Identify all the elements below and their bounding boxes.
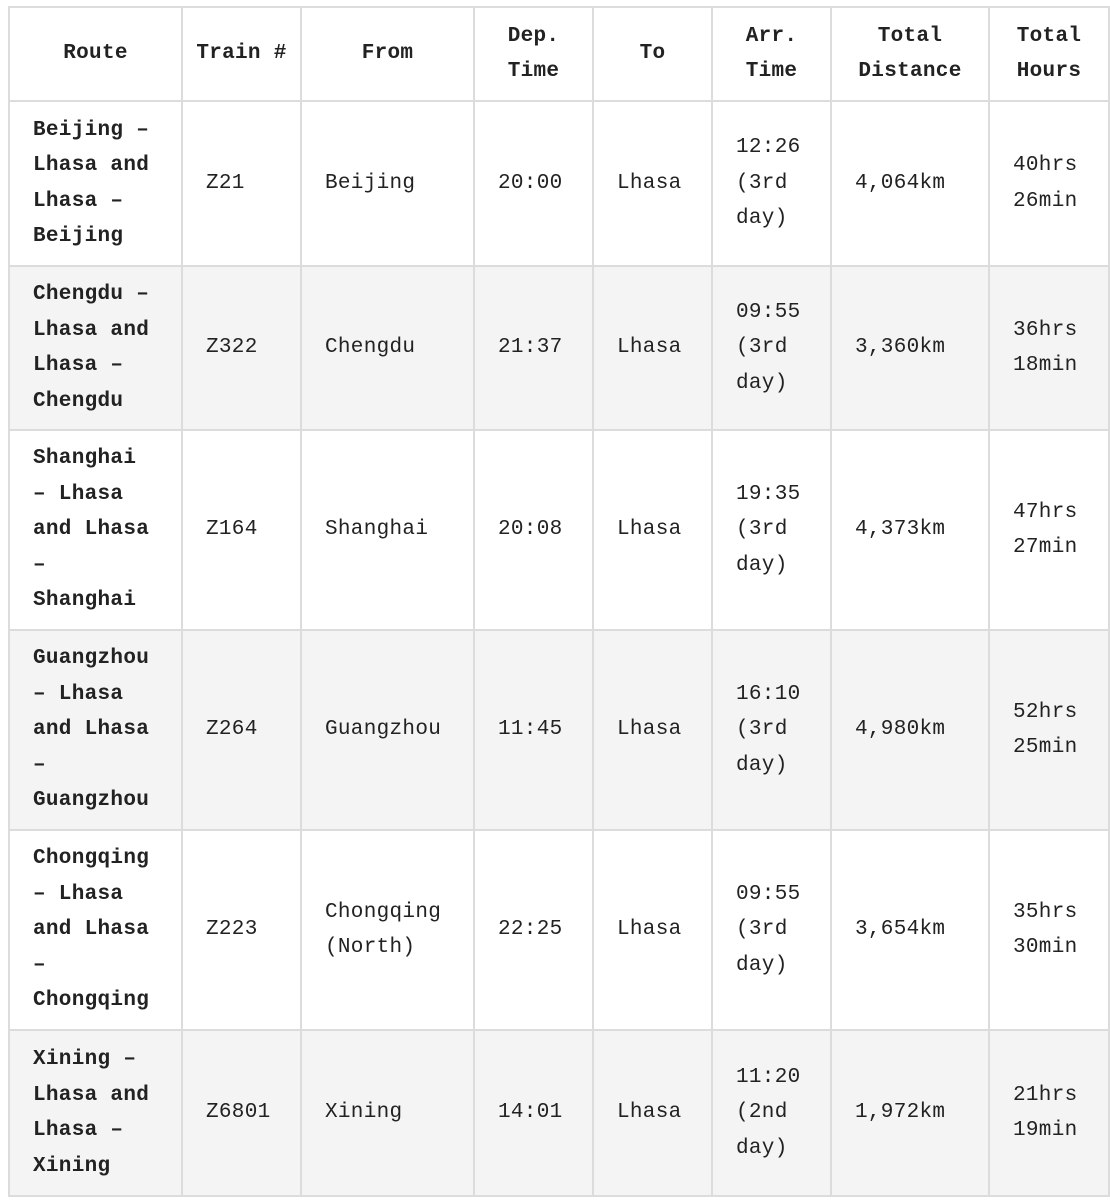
arrival-time-cell: 19:35 (3rd day) xyxy=(712,430,831,630)
total-hours-cell: 35hrs 30min xyxy=(989,830,1109,1030)
column-header-departure-time: Dep. Time xyxy=(474,7,593,101)
route-cell: Beijing – Lhasa and Lhasa – Beijing xyxy=(9,101,182,266)
to-cell: Lhasa xyxy=(593,1030,712,1196)
to-cell: Lhasa xyxy=(593,830,712,1030)
to-cell: Lhasa xyxy=(593,430,712,630)
arrival-time-cell: 09:55 (3rd day) xyxy=(712,830,831,1030)
table-row xyxy=(9,1030,1109,1196)
total-hours-cell: 40hrs 26min xyxy=(989,101,1109,266)
header-row xyxy=(9,7,1109,101)
table-row xyxy=(9,101,1109,266)
table-row xyxy=(9,430,1109,630)
to-cell: Lhasa xyxy=(593,101,712,266)
departure-time-cell: 20:08 xyxy=(474,430,593,630)
column-header-total-hours: Total Hours xyxy=(989,7,1109,101)
route-cell: Chongqing – Lhasa and Lhasa – Chongqing xyxy=(9,830,182,1030)
from-cell: Xining xyxy=(301,1030,474,1196)
train-schedule xyxy=(8,6,1110,1197)
arrival-time-cell: 16:10 (3rd day) xyxy=(712,630,831,830)
column-header-train-number: Train # xyxy=(182,7,301,101)
arrival-time-cell: 11:20 (2nd day) xyxy=(712,1030,831,1196)
arrival-time-cell: 12:26 (3rd day) xyxy=(712,101,831,266)
route-cell: Chengdu – Lhasa and Lhasa – Chengdu xyxy=(9,266,182,430)
column-header-arrival-time: Arr. Time xyxy=(712,7,831,101)
departure-time-cell: 22:25 xyxy=(474,830,593,1030)
from-cell: Beijing xyxy=(301,101,474,266)
train-number-cell: Z6801 xyxy=(182,1030,301,1196)
departure-time-cell: 14:01 xyxy=(474,1030,593,1196)
route-cell: Shanghai – Lhasa and Lhasa – Shanghai xyxy=(9,430,182,630)
from-cell: Guangzhou xyxy=(301,630,474,830)
total-distance-cell: 4,064km xyxy=(831,101,989,266)
total-distance-cell: 3,360km xyxy=(831,266,989,430)
table-row xyxy=(9,266,1109,430)
from-cell: Chengdu xyxy=(301,266,474,430)
total-hours-cell: 21hrs 19min xyxy=(989,1030,1109,1196)
departure-time-cell: 21:37 xyxy=(474,266,593,430)
table-row xyxy=(9,630,1109,830)
route-cell: Guangzhou – Lhasa and Lhasa – Guangzhou xyxy=(9,630,182,830)
table-row xyxy=(9,830,1109,1030)
total-distance-cell: 1,972km xyxy=(831,1030,989,1196)
arrival-time-cell: 09:55 (3rd day) xyxy=(712,266,831,430)
train-number-cell: Z322 xyxy=(182,266,301,430)
train-number-cell: Z223 xyxy=(182,830,301,1030)
column-header-total-distance: Total Distance xyxy=(831,7,989,101)
total-distance-cell: 4,980km xyxy=(831,630,989,830)
total-hours-cell: 36hrs 18min xyxy=(989,266,1109,430)
to-cell: Lhasa xyxy=(593,266,712,430)
train-schedule-table xyxy=(8,6,1110,1197)
to-cell: Lhasa xyxy=(593,630,712,830)
total-distance-cell: 3,654km xyxy=(831,830,989,1030)
train-number-cell: Z21 xyxy=(182,101,301,266)
train-number-cell: Z264 xyxy=(182,630,301,830)
train-number-cell: Z164 xyxy=(182,430,301,630)
departure-time-cell: 11:45 xyxy=(474,630,593,830)
total-hours-cell: 52hrs 25min xyxy=(989,630,1109,830)
total-hours-cell: 47hrs 27min xyxy=(989,430,1109,630)
route-cell: Xining – Lhasa and Lhasa – Xining xyxy=(9,1030,182,1196)
from-cell: Shanghai xyxy=(301,430,474,630)
column-header-to: To xyxy=(593,7,712,101)
departure-time-cell: 20:00 xyxy=(474,101,593,266)
from-cell: Chongqing (North) xyxy=(301,830,474,1030)
total-distance-cell: 4,373km xyxy=(831,430,989,630)
column-header-route: Route xyxy=(9,7,182,101)
column-header-from: From xyxy=(301,7,474,101)
